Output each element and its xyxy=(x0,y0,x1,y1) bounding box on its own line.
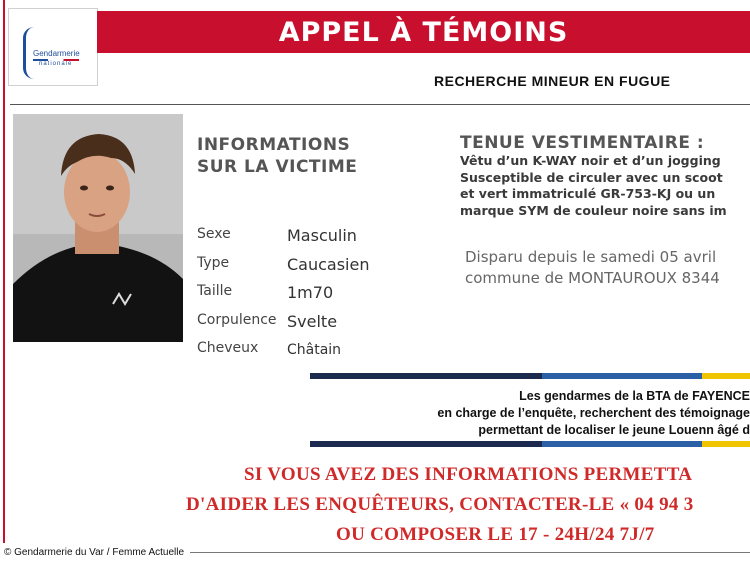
info-label: Type xyxy=(197,254,230,271)
header-divider xyxy=(10,104,750,105)
clothing-line: Susceptible de circuler avec un scoot xyxy=(460,169,723,185)
gendarmerie-logo xyxy=(8,8,98,86)
info-value: Masculin xyxy=(287,226,357,245)
info-section-title xyxy=(197,134,357,178)
notice-line: permettant de localiser le jeune Louenn âgé d xyxy=(478,423,750,437)
logo-text: Gendarmerie xyxy=(33,49,80,58)
cta-line: SI VOUS AVEZ DES INFORMATIONS PERMETTA xyxy=(244,464,693,485)
clothing-line: Vêtu d’un K-WAY noir et d’un jogging xyxy=(460,153,721,168)
notice-line: en charge de l’enquête, recherchent des témoignage xyxy=(437,406,750,420)
disappearance-place: commune de MONTAUROUX 8344 xyxy=(465,269,720,287)
info-value: Svelte xyxy=(287,311,338,331)
notice-line: Les gendarmes de la BTA de FAYENCE xyxy=(519,389,750,403)
clothing-section-title: TENUE VESTIMENTAIRE : xyxy=(460,133,705,153)
info-title-line2: SUR LA VICTIME xyxy=(197,157,358,177)
info-label: Cheveux xyxy=(197,340,259,356)
info-value: Caucasien xyxy=(287,254,370,274)
footer-divider xyxy=(190,552,750,553)
subtitle: RECHERCHE MINEUR EN FUGUE xyxy=(434,73,671,89)
cta-line: D'AIDER LES ENQUÊTEURS, CONTACTER-LE « 04 94 3 xyxy=(186,494,694,515)
call-to-action xyxy=(186,460,750,550)
clothing-description xyxy=(460,153,750,219)
photo-credit: © Gendarmerie du Var / Femme Actuelle xyxy=(0,543,188,563)
clothing-line: marque SYM de couleur noire sans im xyxy=(460,202,727,218)
logo-subtext: nationale xyxy=(39,61,73,67)
info-title-line1: INFORMATIONS xyxy=(197,135,351,155)
title-banner xyxy=(97,11,750,53)
tricolor-divider-top xyxy=(310,373,750,379)
investigation-notice xyxy=(320,388,750,440)
tricolor-divider-bottom xyxy=(310,441,750,447)
info-label: Taille xyxy=(197,283,233,299)
info-label: Corpulence xyxy=(197,311,277,328)
victim-photo xyxy=(13,114,183,342)
portrait-illustration xyxy=(13,114,183,342)
cta-line: OU COMPOSER LE 17 - 24H/24 7J/7 xyxy=(336,524,655,545)
disappearance-info xyxy=(465,247,750,289)
info-value: Châtain xyxy=(287,342,342,358)
info-value: 1m70 xyxy=(287,283,334,302)
page-title: APPEL À TÉMOINS xyxy=(278,17,569,48)
clothing-line: et vert immatriculé GR-753-KJ ou un xyxy=(460,186,716,201)
disappearance-date: Disparu depuis le samedi 05 avril xyxy=(465,248,717,266)
left-border xyxy=(3,0,5,563)
info-label: Sexe xyxy=(197,226,231,242)
